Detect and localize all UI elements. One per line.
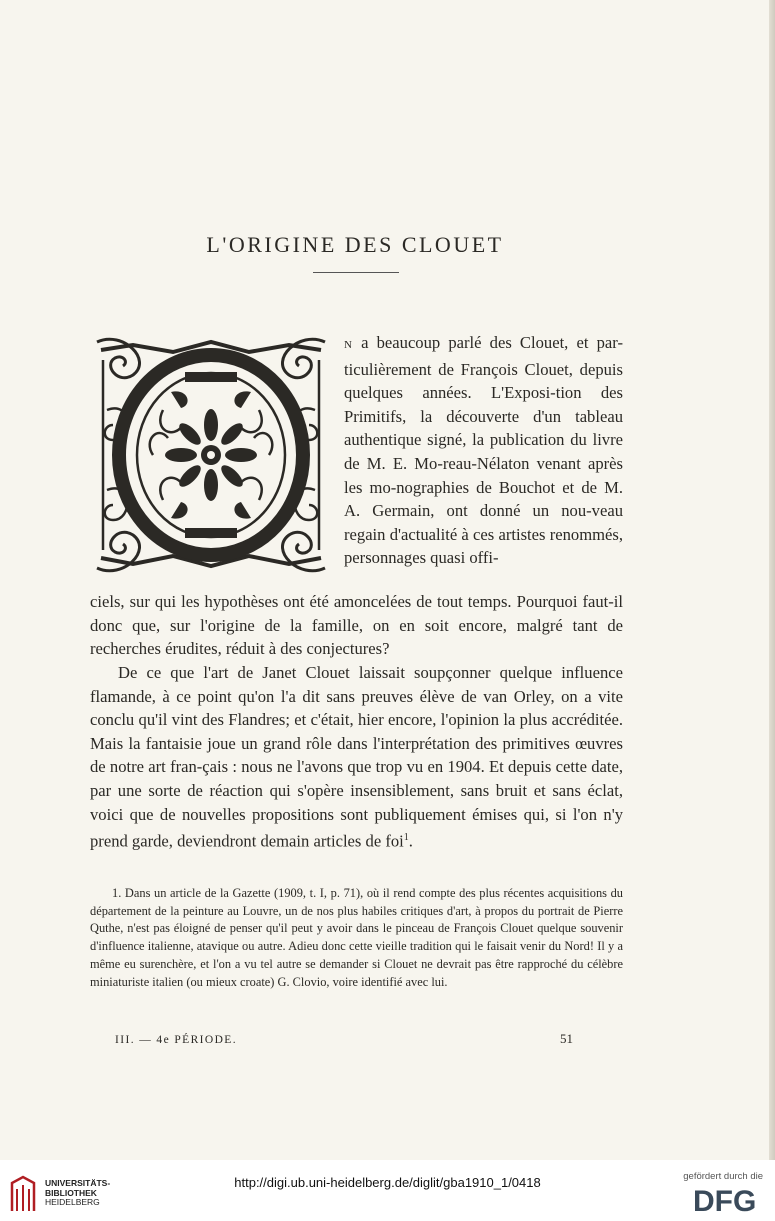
page-number: 51 <box>560 1031 573 1046</box>
lead-letter-n: N <box>344 339 353 351</box>
paragraph-2: De ce que l'art de Janet Clouet laissait soupçonner quelque influence flamande, à ce point qu'on l'a dit sans preuves élève de van Orley, on a vite conclu qu'il vint des Flandres; et c'était, hier encore, l'opinion la plus accréditée. Mais la fantaisie joue un grand rôle dans l'interprétation des primitives œuvres de notre art fran-çais : nous ne l'avons que trop vu en 1904. Et depuis cette date, par une sorte de réaction qui s'opère insensiblement, sans bruit et sans éclat, voici que de nouvelles propositions sont publiquement émises qui, si l'on n'y prend garde, deviendront demain articles de foi$^1$. <box>90 663 623 851</box>
dfg-logo <box>693 1184 765 1214</box>
paragraph-1-lead-text: a beaucoup parlé des Clouet, et par-ticulièrement de François Clouet, depuis quelques années. L'Exposi-tion des Primitifs, la découverte d'un tableau authentique signé, la publication du livre de M. E. Mo-reau-Nélaton venant après les mo-nographies de Bouchot et de M. A. Germain, ont donné un nou-veau regain d'actualité à ces artistes renommés, personnages quasi offi- <box>344 333 623 568</box>
paragraph-2-text: De ce que l'art de Janet Clouet laissait soupçonner quelque influence flamande, à ce point qu'on l'a dit sans preuves élève de van Orley, on a vite conclu qu'il vint des Flandres; et c'était, hier encore, l'opinion la plus accréditée. Mais la fantaisie joue un grand rôle dans l'interprétation des primitives œuvres de notre art fran-çais : nous ne l'avons que trop vu en 1904. Et depuis cette date, par une sorte de réaction qui s'opère insensiblement, sans bruit et sans éclat, voici que de nouvelles propositions sont publiquement émises qui, si l'on n'y prend garde, deviendront demain articles de foi <box>90 663 623 851</box>
footnote-marker: 1 <box>403 832 409 844</box>
paragraph-1-lead <box>344 331 623 570</box>
article-title: L'ORIGINE DES CLOUET <box>206 231 504 257</box>
ornamental-dropcap-o <box>93 330 329 575</box>
paragraph-1-continued: ciels, sur qui les hypothèses ont été amoncelées de tout temps. Pourquoi faut-il donc que, sur l'origine de la famille, on en soit encore, malgré tant de recherches érudites, réduit à des conjectures? <box>90 592 623 659</box>
dfg-logo-text: DFG <box>693 1185 757 1214</box>
library-line-1: UNIVERSITÄTS- <box>45 1178 111 1188</box>
footer-bar <box>0 1160 775 1221</box>
library-line-2: BIBLIOTHEK <box>45 1187 97 1198</box>
funded-by-label: gefördert durch die <box>683 1171 763 1182</box>
source-url[interactable]: http://digi.ub.uni-heidelberg.de/diglit/gba1910_1/0418 <box>234 1175 541 1190</box>
footnote: 1. Dans un article de la Gazette (1909, t. I, p. 71), où il rend compte des plus récentes acquisitions du département de la peinture au Louvre, un de nos plus habiles critiques d'art, à propos du portrait de Pierre Quthe, n'est pas éloigné de penser qu'il peut y avoir dans le pinceau de François Clouet quelque souvenir d'influence italienne, atavique ou autre. Adieu donc cette vieille tradition qui le faisait venir du Nord! Il y a même eu surenchère, et l'on a vu tel autre se demander si Clouet ne devrait pas être rapproché du célèbre miniaturiste italien (ou mieux croate) G. Clovio, voire identifié avec lui. <box>90 886 623 989</box>
page-edge <box>769 0 775 1160</box>
title-rule <box>313 272 399 273</box>
library-line-3: HEIDELBERG <box>45 1197 100 1207</box>
signature-mark: III. — 4e PÉRIODE. <box>115 1034 237 1046</box>
